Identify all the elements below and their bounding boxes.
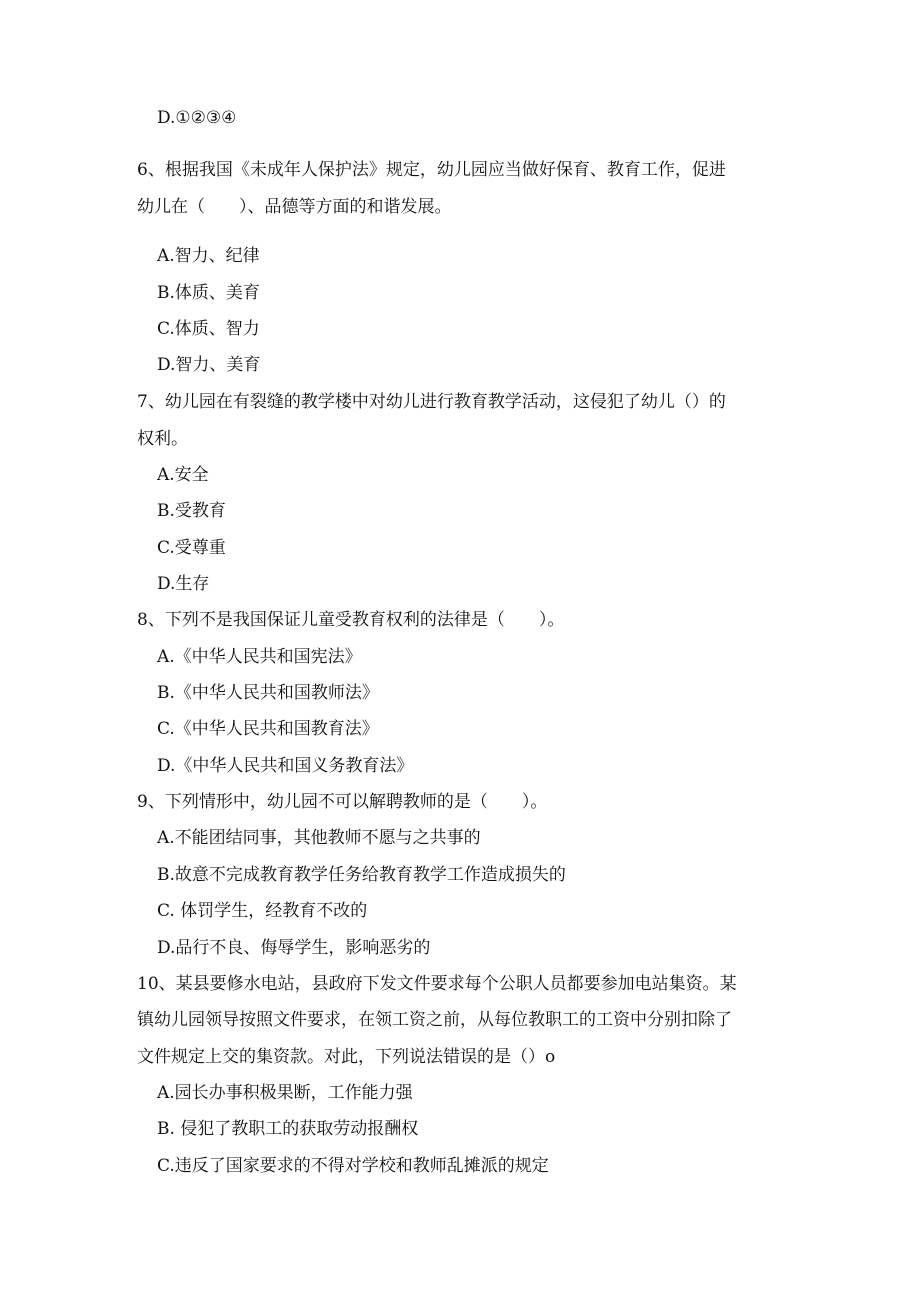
q7-option-c: C.受尊重	[157, 538, 226, 558]
q6-option-d: D.智力、美育	[157, 355, 261, 375]
q8-option-c: C.《中华人民共和国教育法》	[157, 719, 379, 739]
q6-stem-line1: 6、根据我国《未成年人保护法》规定，幼儿园应当做好保育、教育工作，促进	[137, 160, 726, 180]
prev-option-d: D.①②③④	[157, 108, 237, 128]
q9-option-d: D.品行不良、侮辱学生，影响恶劣的	[157, 938, 431, 958]
q10-stem-line2: 镇幼儿园领导按照文件要求，在领工资之前，从每位教职工的工资中分别扣除了	[137, 1010, 732, 1030]
q9-stem: 9、下列情形中，幼儿园不可以解聘教师的是（ ）。	[137, 792, 548, 812]
q8-option-a: A.《中华人民共和国宪法》	[157, 647, 362, 667]
q8-stem: 8、下列不是我国保证儿童受教育权利的法律是（ ）。	[137, 610, 565, 630]
q9-option-b: B.故意不完成教育教学任务给教育教学工作造成损失的	[157, 865, 566, 885]
q9-option-c: C. 体罚学生，经教育不改的	[157, 901, 368, 921]
q10-option-c: C.违反了国家要求的不得对学校和教师乱摊派的规定	[157, 1156, 549, 1176]
q7-option-b: B.受教育	[157, 501, 226, 521]
q6-stem-line2: 幼儿在（ ）、品德等方面的和谐发展。	[137, 197, 452, 217]
q10-stem-line1: 10、某县要修水电站，县政府下发文件要求每个公职人员都要参加电站集资。某	[137, 974, 737, 994]
q7-option-d: D.生存	[157, 574, 210, 594]
q6-option-b: B.体质、美育	[157, 283, 260, 303]
q7-option-a: A.安全	[157, 465, 209, 485]
q10-option-a: A.园长办事积极果断，工作能力强	[157, 1083, 413, 1103]
q10-option-b: B. 侵犯了教职工的获取劳动报酬权	[157, 1119, 419, 1139]
q8-option-b: B.《中华人民共和国教师法》	[157, 683, 379, 703]
q8-option-d: D.《中华人民共和国义务教育法》	[157, 756, 414, 776]
q10-stem-line3: 文件规定上交的集资款。对此，下列说法错误的是（）o	[137, 1047, 556, 1067]
q6-option-a: A.智力、纪律	[157, 246, 260, 266]
q6-option-c: C.体质、智力	[157, 319, 260, 339]
q7-stem-line1: 7、幼儿园在有裂缝的教学楼中对幼儿进行教育教学活动，这侵犯了幼儿（）的	[137, 392, 726, 412]
q7-stem-line2: 权利。	[137, 429, 188, 449]
q9-option-a: A.不能团结同事，其他教师不愿与之共事的	[157, 828, 481, 848]
